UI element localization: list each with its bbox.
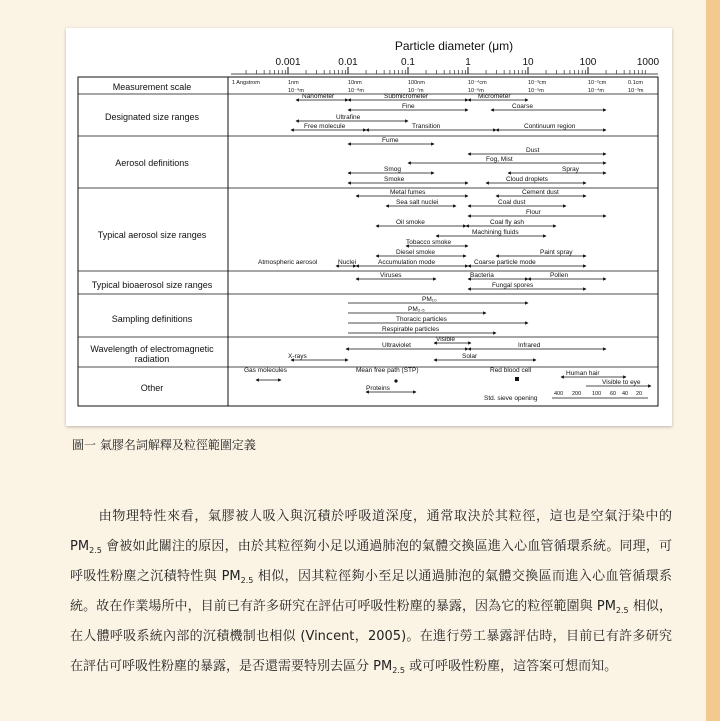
label-smoke: Smoke [384, 176, 405, 183]
figure-caption: 圖一 氣膠名詞解釋及粒徑範圍定義 [72, 438, 256, 452]
scale-tick-label: 1 [465, 57, 471, 68]
label-continuum: Continuum region [524, 123, 576, 130]
label-visible-to-eye: Visible to eye [602, 379, 641, 386]
sieve-value-100: 100 [592, 391, 602, 397]
label-coal-dust: Coal dust [498, 199, 526, 206]
scale-cm-2: 10⁻³cm [528, 80, 547, 86]
scale-m-4: 10⁻⁶m [468, 88, 484, 94]
label-proteins: Proteins [366, 385, 390, 392]
label-spray: Spray [562, 166, 579, 173]
scale-m-1: 10⁻⁹m [288, 88, 304, 94]
axis-title: Particle diameter (μm) [394, 39, 514, 53]
label-metal-fumes: Metal fumes [390, 189, 426, 196]
page-edge-decoration [706, 0, 720, 721]
label-transition: Transition [412, 123, 441, 130]
label-cement-dust: Cement dust [522, 189, 559, 196]
label-coarse: Coarse [512, 103, 533, 110]
label-diesel-smoke: Diesel smoke [396, 249, 436, 256]
label-ultrafine: Ultrafine [336, 114, 361, 121]
scale-tick-label: 0.001 [275, 57, 301, 68]
pm25-subscript-2: 2.5 [240, 576, 254, 585]
label-pm10: PM₁₀ [422, 296, 437, 303]
scale-tick-label: 10 [522, 57, 534, 68]
scale-cm-4: 0.1cm [628, 80, 643, 86]
scale-tick-label: 0.01 [338, 57, 358, 68]
row-header-measurement: Measurement scale [112, 82, 192, 92]
paragraph-part-5: 或可呼吸性粉塵，這答案可想而知。 [404, 659, 618, 674]
scale-m-3: 10⁻⁷m [408, 88, 424, 94]
label-xrays: X-rays [288, 353, 307, 360]
scale-m-7: 10⁻³m [628, 88, 644, 94]
label-respirable: Respirable particles [382, 326, 440, 333]
scale-tick-label: 100 [579, 57, 597, 68]
label-thoracic: Thoracic particles [396, 316, 447, 323]
red-blood-cell-marker [515, 377, 519, 381]
label-micrometer: Micrometer [478, 93, 511, 100]
label-machining-fluids: Machining fluids [472, 229, 519, 236]
label-paint-spray: Paint spray [540, 249, 573, 256]
label-dust: Dust [526, 147, 540, 154]
label-coarse-particle-mode: Coarse particle mode [474, 259, 536, 266]
particle-size-figure [66, 28, 672, 426]
sieve-value-400: 400 [554, 391, 564, 397]
scale-m-6: 10⁻⁴m [588, 88, 604, 94]
label-infrared: Infrared [518, 342, 541, 349]
mean-free-path-marker [394, 379, 397, 382]
label-pm25: PM₂.₅ [408, 306, 425, 313]
label-sieve: Std. sieve opening [484, 395, 538, 402]
scale-cm-1: 10⁻⁴cm [468, 80, 487, 86]
label-red-blood-cell: Red blood cell [490, 367, 532, 374]
label-sea-salt: Sea salt nuclei [396, 199, 439, 206]
scale-cm-3: 10⁻²cm [588, 80, 607, 86]
row-header-bioaerosol: Typical bioaerosol size ranges [91, 280, 213, 290]
label-solar: Solar [462, 353, 478, 360]
log-scale-axis [231, 57, 660, 74]
row-header-other: Other [140, 383, 164, 393]
body-paragraph [70, 502, 672, 682]
label-viruses: Viruses [380, 272, 402, 279]
row-header-aerosol-definitions: Aerosol definitions [115, 158, 189, 168]
label-fungal-spores: Fungal spores [492, 282, 534, 289]
sieve-value-60: 60 [610, 391, 617, 397]
label-free-molecule: Free molecule [304, 123, 346, 130]
label-smog: Smog [384, 166, 401, 173]
label-fine: Fine [402, 103, 415, 110]
row-header-designated: Designated size ranges [104, 112, 200, 122]
particle-size-chart [66, 28, 672, 426]
row-header-wavelength-line2: radiation [134, 354, 170, 364]
pm25-subscript-3: 2.5 [615, 606, 629, 615]
paragraph-part-3: 相似，因其粒徑夠小至足以通過肺泡的氣體交換區而進入心血管循環系統。故在作業場所中，目前已有許多研究在評估可呼吸性粉塵的暴露，因為它的粒徑範圍與 PM [70, 569, 672, 614]
paragraph-part-4: 相似，在人體呼吸系統內部的沉積機制也相似 (Vincent，2005)。在進行勞工暴露評估時，目前已有許多研究在評估可呼吸性粉塵的暴露，是否還需要特別去區分 PM [70, 599, 672, 674]
scale-100nm: 100nm [408, 80, 425, 86]
label-nuclei: Nuclei [338, 259, 357, 266]
label-fog-mist: Fog, Mist [486, 156, 513, 163]
scale-m-2: 10⁻⁸m [348, 88, 364, 94]
sieve-value-20: 20 [636, 391, 643, 397]
label-gas-molecules: Gas molecules [244, 367, 287, 374]
label-pollen: Pollen [550, 272, 569, 279]
label-flour: Flour [526, 209, 541, 216]
scale-10nm: 10nm [348, 80, 362, 86]
pm25-subscript-4: 2.5 [392, 666, 405, 675]
label-mean-free-path: Mean free path (STP) [356, 367, 419, 374]
scale-m-5: 10⁻⁵m [528, 88, 544, 94]
scale-1nm: 1nm [288, 80, 299, 86]
label-tobacco-smoke: Tobacco smoke [406, 239, 452, 246]
paragraph-part-1: 由物理特性來看，氣膠被人吸入與沉積於呼吸道深度，通常取決於其粒徑，這也是空氣汙染中的 PM [70, 509, 672, 554]
scale-tick-label: 1000 [636, 57, 660, 68]
scale-tick-label: 0.1 [401, 57, 415, 68]
label-submicrometer: Submicrometer [384, 93, 429, 100]
label-visible: Visible [436, 336, 456, 343]
label-human-hair: Human hair [566, 370, 600, 377]
scale-angstrom: 1 Angstrom [232, 80, 260, 86]
sieve-value-200: 200 [572, 391, 582, 397]
label-nanometer: Nanometer [302, 93, 335, 100]
label-fume: Fume [382, 137, 399, 144]
label-atmospheric-aerosol: Atmospheric aerosol [258, 259, 318, 266]
sieve-value-40: 40 [622, 391, 629, 397]
label-ultraviolet: Ultraviolet [382, 342, 411, 349]
label-accumulation-mode: Accumulation mode [378, 259, 436, 266]
row-header-wavelength-line1: Wavelength of electromagnetic [90, 344, 214, 354]
paragraph-part-2: 會被如此關注的原因，由於其粒徑夠小足以通過肺泡的氣體交換區進入心血管循環系統。同理，可呼吸性粉塵之沉積特性與 PM [70, 539, 672, 584]
label-oil-smoke: Oil smoke [396, 219, 425, 226]
row-header-typical-aerosol: Typical aerosol size ranges [97, 230, 207, 240]
label-bacteria: Bacteria [470, 272, 494, 279]
pm25-subscript-1: 2.5 [89, 546, 102, 555]
row-header-sampling: Sampling definitions [111, 314, 193, 324]
label-cloud-droplets: Cloud droplets [506, 176, 548, 183]
label-coal-fly-ash: Coal fly ash [490, 219, 524, 226]
